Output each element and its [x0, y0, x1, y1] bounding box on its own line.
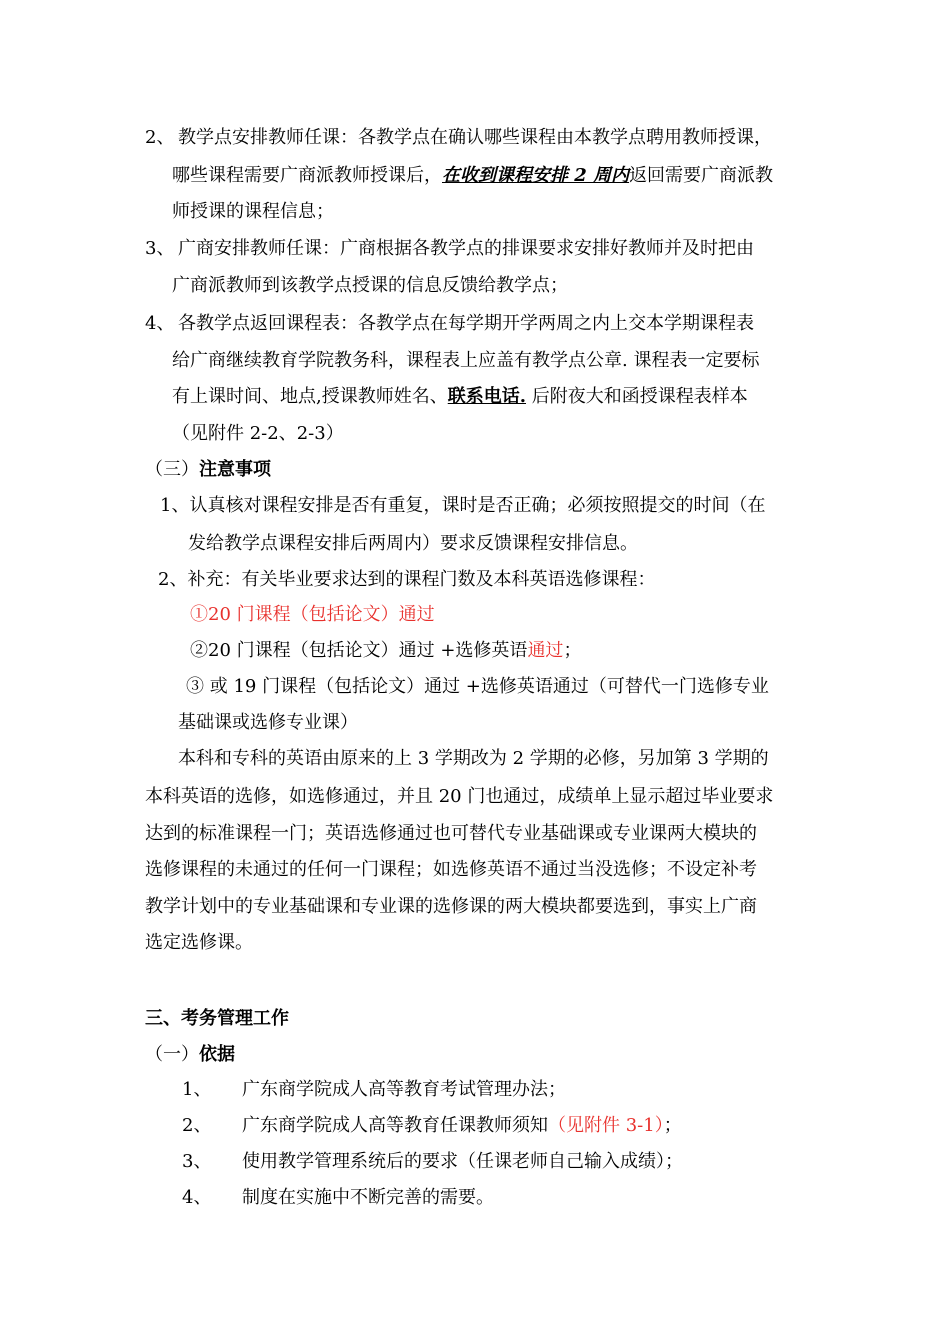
item-2-line-2 [172, 164, 773, 188]
basis-item-1 [182, 1078, 566, 1102]
basis-item-text: 使用教学管理系统后的要求（任课老师自己输入成绩）； [242, 1151, 683, 1172]
item-2-line-3: 师授课的课程信息； [172, 201, 334, 222]
item-2-text: 哪些课程需要广商派教师授课后， [172, 165, 442, 186]
item-3-line-2: 广商派教师到该教学点授课的信息反馈给教学点； [172, 275, 568, 296]
subheading-text: 依据 [199, 1044, 235, 1065]
item-4-line-3 [172, 385, 748, 409]
option-3-line-1: ③ 或 19 门课程（包括论文）通过 +选修英语通过（可替代一门选修专业 [186, 676, 769, 697]
basis-item-num: 2、 [182, 1115, 212, 1136]
item-3-num: 3、 [145, 238, 175, 259]
item-4-num: 4、 [145, 313, 175, 334]
item-2-tail: 返回需要广商派教 [629, 165, 774, 186]
item-4-text: 有上课时间、地点,授课教师姓名、 [172, 386, 448, 407]
option-3-line-2: 基础课或选修专业课） [178, 712, 358, 733]
basis-item-num: 3、 [182, 1151, 212, 1172]
paragraph-line-2: 本科英语的选修，如选修通过，并且 20 门也通过，成绩单上显示超过毕业要求 [145, 786, 774, 807]
paragraph-line-3: 达到的标准课程一门；英语选修通过也可替代专业基础课或专业课两大模块的 [145, 823, 757, 844]
basis-item-num: 4、 [182, 1187, 212, 1208]
basis-item-text: 广东商学院成人高等教育考试管理办法； [242, 1079, 566, 1100]
item-3-line-1: 广商安排教师任课：广商根据各教学点的排课要求安排好教师并及时把由 [178, 238, 754, 259]
item-4-tail: 后附夜大和函授课程表样本 [526, 386, 748, 407]
option-2 [190, 639, 581, 663]
note-2: 2、补充：有关毕业要求达到的课程门数及本科英语选修课程： [158, 569, 656, 590]
basis-item-text: 广东商学院成人高等教育任课教师须知 [242, 1115, 548, 1136]
item-2-emphasis: 在收到课程安排 2 周内 [442, 165, 630, 186]
item-2-num: 2、 [145, 127, 175, 148]
basis-item-appendix: （见附件 3-1） [548, 1115, 664, 1136]
notes-heading-text: 注意事项 [199, 459, 271, 480]
basis-item-4 [182, 1186, 494, 1210]
basis-item-2 [182, 1114, 682, 1138]
option-1: ①20 门课程（包括论文）通过 [190, 604, 435, 625]
section-3-subheading [145, 1043, 235, 1067]
basis-item-num: 1、 [182, 1079, 212, 1100]
note-1-line-1: 1、认真核对课程安排是否有重复，课时是否正确；必须按照提交的时间（在 [160, 495, 766, 516]
basis-item-tail: ； [663, 1115, 682, 1136]
item-4-line-4: （见附件 2-2、2-3） [172, 423, 344, 444]
section-3-title: 三、考务管理工作 [145, 1008, 289, 1029]
paragraph-line-5: 教学计划中的专业基础课和专业课的选修课的两大模块都要选到，事实上广商 [145, 896, 757, 917]
option-2-red: 通过 [527, 640, 564, 661]
item-4-emphasis: 联系电话. [447, 386, 527, 407]
subheading-paren: （一） [145, 1044, 199, 1065]
basis-item-3 [182, 1150, 683, 1174]
basis-item-text: 制度在实施中不断完善的需要。 [242, 1187, 494, 1208]
option-2-tail: ； [563, 640, 582, 661]
paragraph-line-6: 选定选修课。 [145, 932, 253, 953]
option-2-text: ②20 门课程（包括论文）通过 +选修英语 [190, 640, 528, 661]
paragraph-line-4: 选修课程的未通过的任何一门课程；如选修英语不通过当没选修；不设定补考 [145, 859, 757, 880]
item-2-line-1: 教学点安排教师任课：各教学点在确认哪些课程由本教学点聘用教师授课， [178, 127, 772, 148]
paragraph-line-1: 本科和专科的英语由原来的上 3 学期改为 2 学期的必修，另加第 3 学期的 [178, 748, 769, 769]
item-4-line-2: 给广商继续教育学院教务科，课程表上应盖有教学点公章. 课程表一定要标 [172, 350, 760, 371]
note-1-line-2: 发给教学点课程安排后两周内）要求反馈课程安排信息。 [188, 533, 638, 554]
notes-heading-paren: （三） [145, 459, 199, 480]
notes-heading [145, 458, 271, 482]
item-4-line-1: 各教学点返回课程表：各教学点在每学期开学两周之内上交本学期课程表 [178, 313, 754, 334]
